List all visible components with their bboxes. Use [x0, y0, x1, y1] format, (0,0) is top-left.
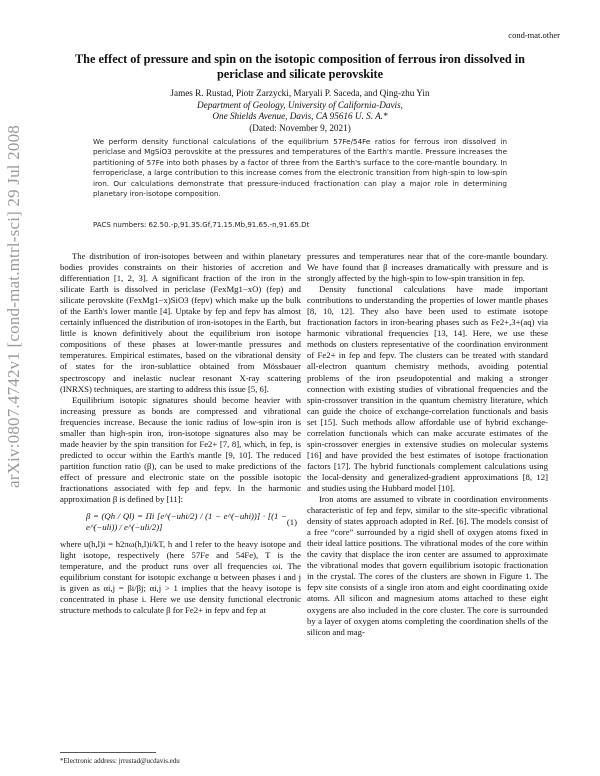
paragraph: Iron atoms are assumed to vibrate in coordination environments characteristic of fep and fepv, similar to the site-specific vibrational density of states approach adopted in Ref. [6]. The models consist of a free “core” surrounded by a rigid shell of oxygen atoms fixed in their ideal lattice positions. The vibrational modes of the core within the cavity that displace the iron center are assumed to approximate the vibrational modes that govern equilibrium isotopic fractionation in the crystal. The cores of the clusters are shown in Figure 1. The fepv site consists of a single iron atom and eight coordinating oxide atoms. All silicon and magnesium atoms attached to these eight oxygens are also included in the core cluster. The core is surrounded by a layer of oxygen atoms completing the coordination shells of the silicon and mag- [307, 494, 548, 637]
equation-number: (1) [286, 516, 297, 527]
paragraph: Density functional calculations have made important contributions to understanding the properties of lower mantle phases [8, 10, 12]. They also have been used to estimate isotope fractionation factors in iron-bearing phases such as Fe2+,3+(aq) via harmonic vibrational frequencies [13, 14]. Here, we use these methods on clusters representative of the coordination environment of Fe2+ in fep and fepv. The clusters can be treated with standard all-electron quantum chemistry methods, avoiding potential problems of the iron pseudopotential and making a stronger connection with existing studies of vibrational frequencies and the spin-crossover transition in the quantum chemistry literature, which can guide the choice of exchange-correlation functionals and basis set [15]. Such methods allow affordable use of hybrid exchange-correlation functionals which can make accurate estimates of the spin-crossover energies in extensive studies on molecular systems [16] and have provided the best estimates of isotope fractionation factors [17]. The hybrid functionals complement calculations using the local-density and generalized-gradient approximations [8, 12] and studies using the Hubbard model [10]. [307, 284, 548, 493]
footnote-divider [60, 752, 156, 753]
abstract: We perform density functional calculations of the equilibrium 57Fe/54Fe ratios for ferrous iron dissolved in periclase and MgSiO3 perovskite at the pressures and temperatures of the Earth's mantle. Pressure increases the partitioning of 57Fe into both phases by a factor of three from the Earth's surface to the core-mantle boundary. In ferropericlase, a large contribution to this increase comes from the electronic transition from high-spin to low-spin iron. Our calculations demonstrate that pressure-induced fractionation can play a major role in determining planetary iron-isotope composition. [93, 137, 507, 199]
paragraph: pressures and temperatures near that of the core-mantle boundary. We have found that β increases dramatically with pressure and is strongly affected by the high-spin to low-spin transition in fep. [307, 251, 548, 284]
paragraph: The distribution of iron-isotopes between and within planetary bodies provides constraints on their histories of accretion and differentiation [1, 2, 3]. A significant fraction of the iron in the silicate Earth is dissolved in periclase (FexMg1−xO) (fep) and silicate perovskite (FexMg1−x)SiO3 (fepv) which make up the bulk of the Earth's lower mantle [4]. Uptake by fep and fepv has almost certainly influenced the distribution of iron-isotopes in the Earth, but little is known definitively about the equilibrium iron isotope compositions of these phases at lower-mantle pressures and temperatures. Empirical estimates, based on the vibrational density of states for the iron-sublattice obtained from Mössbauer spectroscopy and inelastic nuclear resonant X-ray scattering (INRXS) techniques, are starting to address this issue [5, 6]. [60, 251, 301, 394]
right-column [307, 251, 548, 638]
left-column [60, 251, 301, 617]
author-department: Department of Geology, University of California-Davis, [197, 99, 403, 110]
equation-formula: β = (Qh / Ql) = Πi [e^(−uhi/2) / (1 − e^(−uhi))] · [(1 − e^(−uli)) / e^(−uli/2)] [86, 511, 287, 533]
category-tag: cond-mat.other [508, 30, 560, 40]
footnote-email: *Electronic address: jrrustad@ucdavis.edu [60, 757, 180, 765]
author-address: One Shields Avenue, Davis, CA 95616 U. S. A.* [212, 111, 388, 121]
paragraph: where u(h,l)i = ħ2πω(h,l)i/kT, h and l refer to the heavy isotope and light isotope, respectively (here 57Fe and 54Fe), T is the temperature, and the product runs over all frequencies ωi. The equilibrium constant for isotopic exchange α between phases i and j is given as αi,j = βi/βj; αi,j > 1 implies that the heavy isotope is concentrated in phase i. Here we use density functional electronic structure methods to calculate β for Fe2+ in fepv and fep at [60, 539, 301, 616]
paper-title: The effect of pressure and spin on the isotopic composition of ferrous iron dissolved in periclase and silicate perovskite [74, 52, 525, 81]
author-names: James R. Rustad, Piotr Zarzycki, Maryali P. Saceda, and Qing-zhu Yin [170, 88, 430, 98]
equation-1 [60, 511, 301, 533]
pacs-numbers: PACS numbers: 62.50.-p,91.35.Gf,71.15.Mb,91.65.-n,91.65.Dt [93, 221, 310, 229]
author-block [60, 88, 540, 134]
paragraph: Equilibrium isotopic signatures should become heavier with increasing pressure as bonds are compressed and vibrational frequencies increase. Because the ionic radius of low-spin iron is smaller than high-spin iron, iron-isotope signatures also may be made heavier by the spin transition for Fe2+ [7, 8], which, in fep, is predicted to occur within the Earth's mantle [9, 10]. The reduced partition function ratio (β), can be used to make predictions of the effect of pressure and electronic state on the possible isotopic fractionations associated with fep and fepv. In the harmonic approximation β is defined by [11]: [60, 394, 301, 505]
arxiv-identifier: arXiv:0807.4742v1 [cond-mat.mtrl-sci] 29 Jul 2008 [4, 125, 23, 488]
date-line: (Dated: November 9, 2021) [249, 122, 351, 133]
